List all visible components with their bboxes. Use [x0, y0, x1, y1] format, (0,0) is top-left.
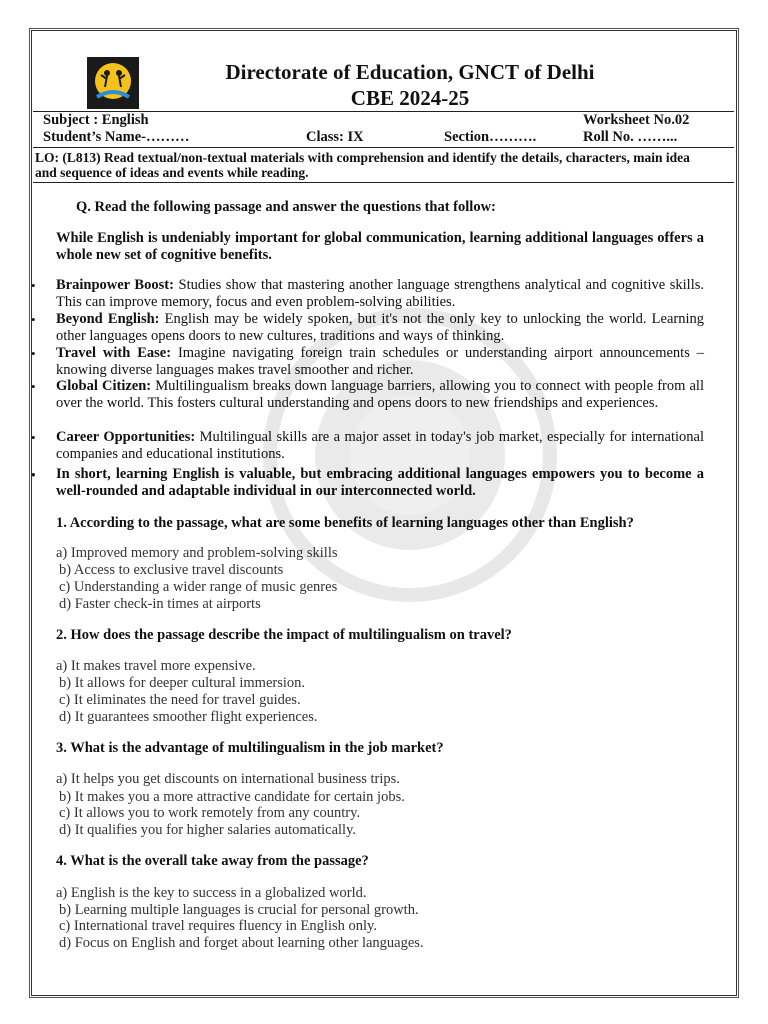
- section-label: Section……….: [444, 129, 537, 145]
- option-d: d) Faster check-in times at airports: [59, 596, 261, 612]
- divider: [33, 182, 734, 183]
- bullet-text: English may be widely spoken, but it's not the only key to unlocking the world. Learning other languages opens doors to new cultures, traditions and ways of thinking.: [56, 311, 704, 344]
- question-2: 2. How does the passage describe the impact of multilingualism on travel?: [56, 627, 512, 643]
- option-d: d) It qualifies you for higher salaries automatically.: [59, 822, 357, 838]
- subject-label: Subject : English: [43, 112, 149, 128]
- option-b: b) Learning multiple languages is crucial for personal growth.: [59, 902, 419, 918]
- bullet-title: Global Citizen:: [56, 378, 152, 394]
- class-label: Class: IX: [306, 129, 364, 145]
- question-3: 3. What is the advantage of multilingualism in the job market?: [56, 740, 444, 756]
- option-b: b) It makes you a more attractive candidate for certain jobs.: [59, 789, 405, 805]
- roll-no-label: Roll No. ……...: [583, 129, 678, 145]
- student-name-label: Student’s Name-………: [43, 129, 190, 145]
- option-a: a) English is the key to success in a globalized world.: [56, 885, 367, 901]
- page-title: Directorate of Education, GNCT of Delhi: [225, 60, 595, 84]
- bullet-item: [56, 345, 704, 379]
- question-instruction: Q. Read the following passage and answer the questions that follow:: [76, 199, 496, 215]
- bullet-title: Beyond English:: [56, 311, 160, 327]
- option-a: a) It helps you get discounts on international business trips.: [56, 771, 400, 787]
- worksheet-label: Worksheet No.02: [583, 112, 690, 128]
- bullet-text: Studies show that mastering another language strengthens analytical and cognitive skills. This can improve memory, focus and even problem-solving abilities.: [56, 277, 705, 310]
- question-4: 4. What is the overall take away from the passage?: [56, 853, 369, 869]
- option-a: a) It makes travel more expensive.: [56, 658, 256, 674]
- option-c: c) International travel requires fluency in English only.: [59, 918, 377, 934]
- option-c: c) It allows you to work remotely from any country.: [59, 805, 361, 821]
- option-c: c) Understanding a wider range of music genres: [59, 579, 338, 595]
- bullet-title: Travel with Ease:: [56, 345, 172, 361]
- option-b: b) Access to exclusive travel discounts: [59, 562, 284, 578]
- question-1: 1. According to the passage, what are some benefits of learning languages other than English?: [56, 515, 634, 531]
- passage-summary: • In short, learning English is valuable, but embracing additional languages empowers you to become a well-rounded and adaptable individual in our interconnected world.: [56, 466, 704, 500]
- bullet-title: Career Opportunities:: [56, 429, 196, 445]
- directorate-logo: [87, 57, 139, 109]
- option-d: d) Focus on English and forget about learning other languages.: [59, 935, 424, 951]
- divider: [33, 147, 734, 148]
- bullet-text: Multilingual skills are a major asset in today's job market, especially for international companies and educational institutions.: [56, 429, 704, 462]
- bullet-text: Imagine navigating foreign train schedules or understanding airport announcements – knowing diverse languages makes travel smoother and richer.: [56, 345, 704, 378]
- option-a: a) Improved memory and problem-solving skills: [56, 545, 338, 561]
- option-d: d) It guarantees smoother flight experiences.: [59, 709, 318, 725]
- option-b: b) It allows for deeper cultural immersion.: [59, 675, 306, 691]
- learning-outcome: LO: (L813) Read textual/non-textual materials with comprehension and identify the details, characters, main idea and sequence of ideas and events while reading.: [35, 150, 690, 180]
- option-c: c) It eliminates the need for travel guides.: [59, 692, 301, 708]
- bullet-item: [56, 429, 704, 463]
- bullet-item: [56, 378, 704, 412]
- bullet-item: [56, 277, 704, 311]
- bullet-item: [56, 311, 704, 345]
- page-subtitle: CBE 2024-25: [350, 86, 470, 110]
- bullet-title: Brainpower Boost:: [56, 277, 174, 293]
- passage-intro: While English is undeniably important for global communication, learning additional languages offers a whole new set of cognitive benefits.: [56, 230, 704, 263]
- bullet-text: Multilingualism breaks down language barriers, allowing you to connect with people from all over the world. This fosters cultural understanding and opens doors to new friendships and experiences.: [56, 378, 704, 411]
